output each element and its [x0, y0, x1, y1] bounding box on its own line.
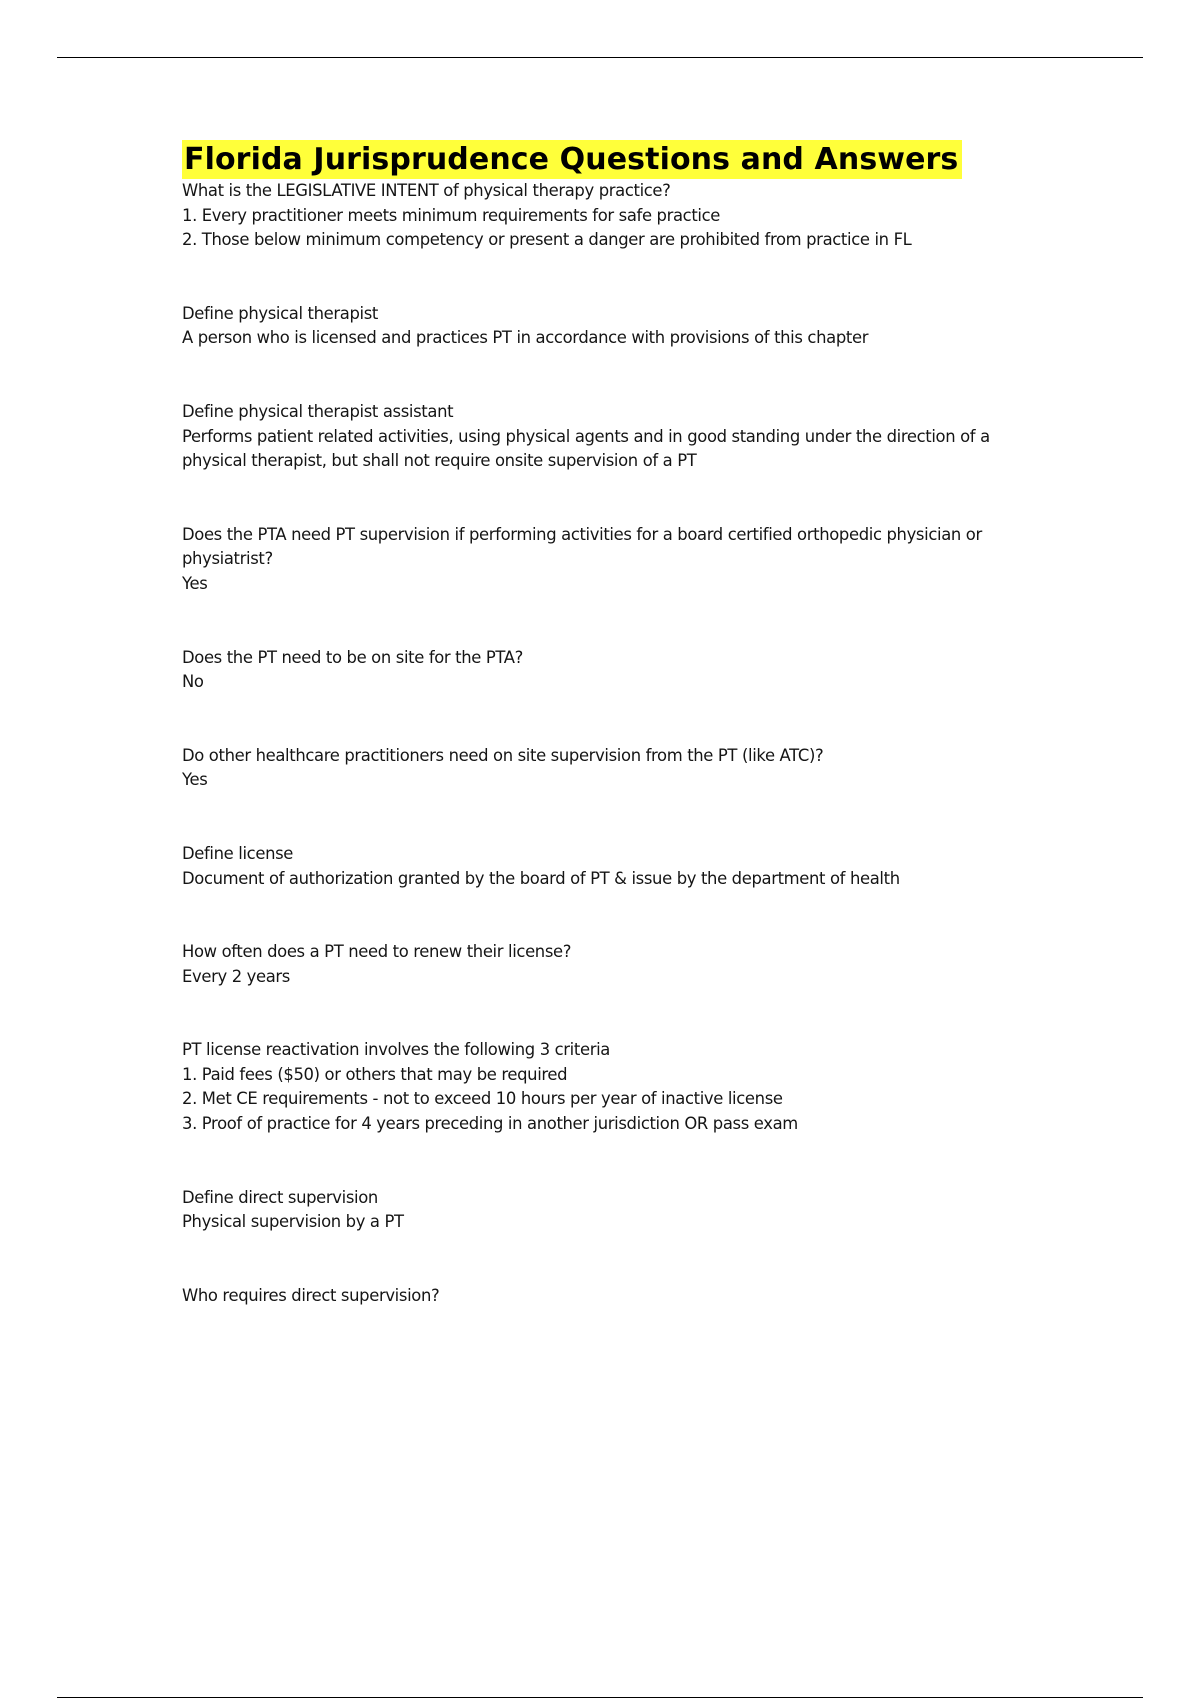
answer-line: Physical supervision by a PT [182, 1212, 404, 1232]
question-text: Does the PT need to be on site for the PTA? [182, 647, 524, 667]
qa-item [182, 744, 1042, 793]
qa-list [182, 179, 1042, 1308]
question-text: Does the PTA need PT supervision if performing activities for a board certified orthopedic physician or physiatrist? [182, 524, 982, 569]
qa-item [182, 1038, 1042, 1136]
qa-item [182, 400, 1042, 474]
qa-item [182, 1284, 1042, 1309]
question-text: How often does a PT need to renew their license? [182, 942, 572, 962]
header-rule [57, 57, 1143, 58]
answer-line: Yes [182, 573, 208, 593]
document-title: Florida Jurisprudence Questions and Answers [182, 140, 962, 179]
question-text: Who requires direct supervision? [182, 1285, 440, 1305]
answer-line: Document of authorization granted by the board of PT & issue by the department of health [182, 868, 900, 888]
qa-item [182, 523, 1042, 597]
answer-line: 2. Met CE requirements - not to exceed 10 hours per year of inactive license [182, 1089, 783, 1109]
answer-line: A person who is licensed and practices PT in accordance with provisions of this chapter [182, 328, 869, 348]
question-text: Do other healthcare practitioners need on site supervision from the PT (like ATC)? [182, 745, 824, 765]
question-text: What is the LEGISLATIVE INTENT of physical therapy practice? [182, 181, 671, 200]
question-text: Define physical therapist [182, 303, 378, 323]
answer-line: Yes [182, 770, 208, 790]
qa-item [182, 940, 1042, 989]
question-text: Define physical therapist assistant [182, 401, 454, 421]
qa-item [182, 842, 1042, 891]
document-body [182, 140, 1042, 1308]
answer-line: 3. Proof of practice for 4 years preceding in another jurisdiction OR pass exam [182, 1114, 798, 1134]
qa-item [182, 646, 1042, 695]
answer-line: 1. Paid fees ($50) or others that may be required [182, 1064, 568, 1084]
question-text: Define direct supervision [182, 1187, 378, 1207]
answer-line: 1. Every practitioner meets minimum requirements for safe practice [182, 205, 721, 225]
qa-item [182, 302, 1042, 351]
answer-line: Performs patient related activities, using physical agents and in good standing under the direction of a physical therapist, but shall not require onsite supervision of a PT [182, 426, 990, 471]
answer-line: No [182, 672, 204, 692]
answer-line: Every 2 years [182, 966, 290, 986]
footer-rule [57, 1697, 1143, 1698]
qa-item [182, 179, 1042, 253]
qa-item [182, 1186, 1042, 1235]
question-text: Define license [182, 843, 294, 863]
answer-line: 2. Those below minimum competency or present a danger are prohibited from practice in FL [182, 230, 912, 250]
question-text: PT license reactivation involves the following 3 criteria [182, 1040, 610, 1060]
